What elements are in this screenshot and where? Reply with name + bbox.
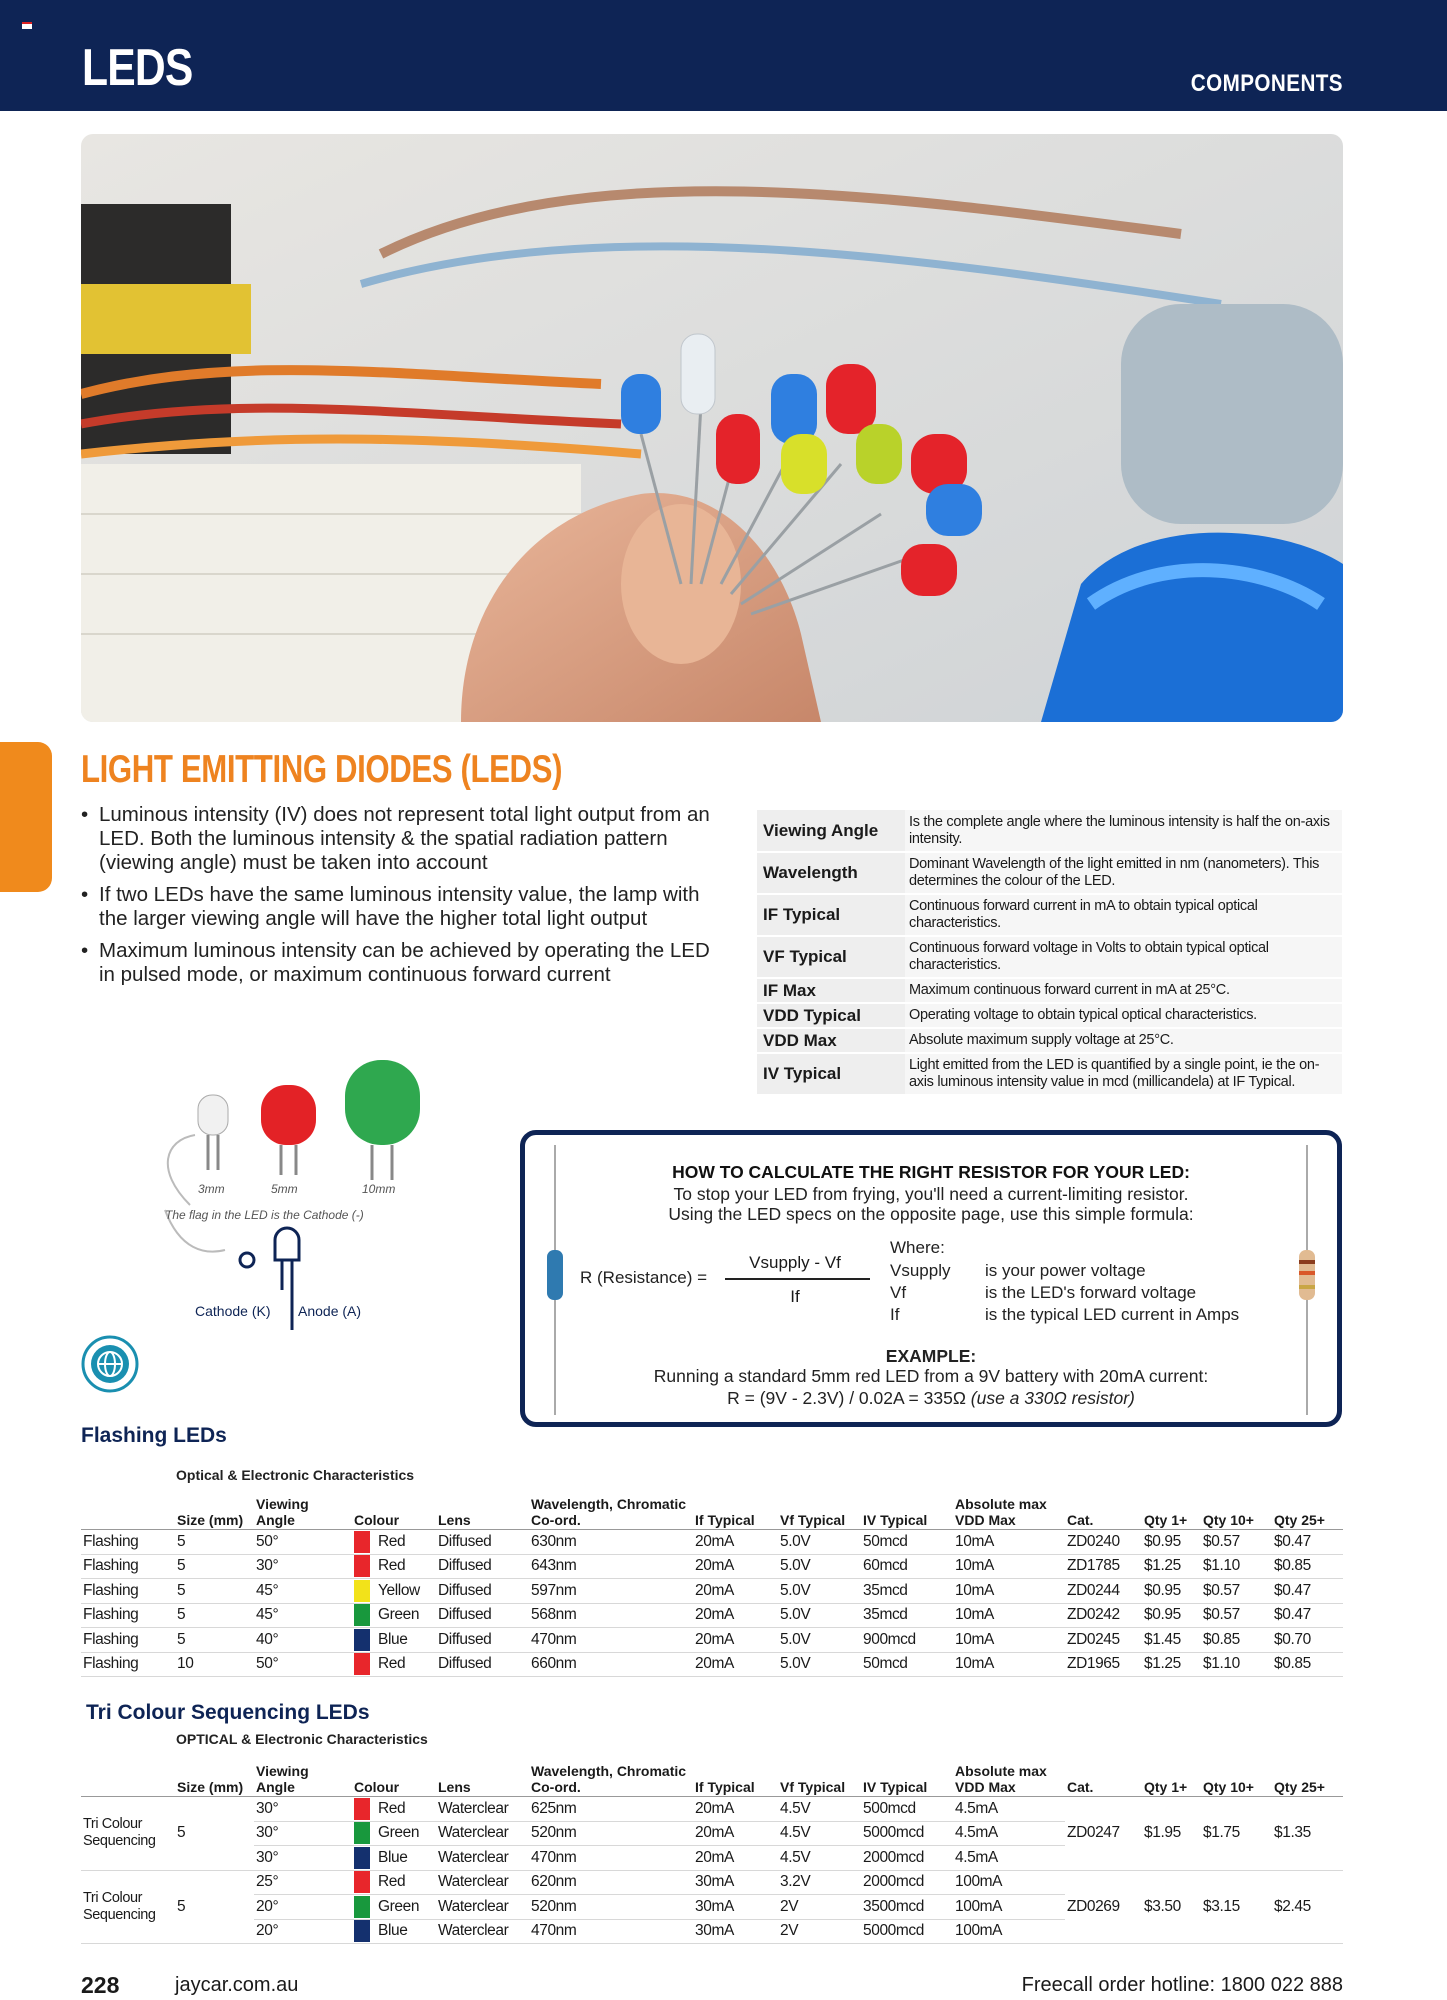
angle-cell: 50°	[254, 1652, 352, 1677]
cat-cell: ZD1965	[1065, 1652, 1142, 1677]
angle-cell: 30°	[254, 1821, 352, 1846]
cat-cell: ZD0240	[1065, 1530, 1142, 1555]
q25-cell: $1.35	[1272, 1797, 1343, 1871]
flashing-title: Flashing LEDs	[81, 1424, 227, 1447]
q25-cell: $0.85	[1272, 1554, 1343, 1579]
column-header: Lens	[436, 1763, 529, 1797]
vf-cell: 4.5V	[778, 1821, 861, 1846]
vf-cell: 5.0V	[778, 1628, 861, 1653]
column-header	[81, 1763, 175, 1797]
q25-cell: $0.47	[1272, 1579, 1343, 1604]
q10-cell: $1.75	[1201, 1797, 1272, 1871]
angle-cell: 25°	[254, 1870, 352, 1895]
wl-cell: 470nm	[529, 1919, 693, 1944]
var-desc: is the typical LED current in Amps	[985, 1305, 1240, 1324]
vdd-cell: 10mA	[953, 1530, 1065, 1555]
q1-cell: $1.25	[1142, 1554, 1201, 1579]
q1-cell: $0.95	[1142, 1579, 1201, 1604]
column-header: Vf Typical	[778, 1763, 861, 1797]
example-note: (use a 330Ω resistor)	[970, 1388, 1135, 1408]
table-row	[81, 1603, 1343, 1628]
colour-cell	[352, 1554, 436, 1579]
colour-swatch	[354, 1531, 370, 1553]
vf-cell: 5.0V	[778, 1530, 861, 1555]
if-cell: 20mA	[693, 1846, 778, 1871]
if-cell: 30mA	[693, 1895, 778, 1920]
if-cell: 20mA	[693, 1554, 778, 1579]
spec-row	[757, 978, 1342, 1003]
column-header	[81, 1496, 175, 1530]
wl-cell: 597nm	[529, 1579, 693, 1604]
column-header: Cat.	[1065, 1763, 1142, 1797]
spec-row	[757, 1003, 1342, 1028]
iv-cell: 3500mcd	[861, 1895, 953, 1920]
cat-cell: ZD1785	[1065, 1554, 1142, 1579]
colour-cell	[352, 1895, 436, 1920]
example-title: EXAMPLE:	[885, 1346, 977, 1366]
angle-cell: 45°	[254, 1579, 352, 1604]
colour-cell	[352, 1870, 436, 1895]
tricolour-leds-table	[81, 1763, 1343, 1944]
q10-cell: $1.10	[1201, 1554, 1272, 1579]
type-cell: Flashing	[81, 1652, 175, 1677]
iv-cell: 50mcd	[861, 1652, 953, 1677]
wl-cell: 625nm	[529, 1797, 693, 1822]
calc-intro-2: Using the LED specs on the opposite page, use this simple formula:	[668, 1204, 1194, 1224]
vdd-cell: 100mA	[953, 1870, 1065, 1895]
spec-term: VDD Max	[757, 1028, 905, 1053]
var-desc: is your power voltage	[985, 1261, 1146, 1280]
cathode-label: Cathode (K)	[195, 1303, 271, 1319]
colour-swatch	[354, 1629, 370, 1651]
tricolour-title: Tri Colour Sequencing LEDs	[86, 1701, 370, 1724]
wl-cell: 630nm	[529, 1530, 693, 1555]
iv-cell: 50mcd	[861, 1530, 953, 1555]
spec-desc: Absolute maximum supply voltage at 25°C.	[905, 1028, 1342, 1053]
size-cell: 5	[175, 1628, 254, 1653]
spec-desc: Is the complete angle where the luminous intensity is half the on-axis intensity.	[905, 810, 1342, 852]
column-header: Absolute max VDD Max	[953, 1763, 1065, 1797]
wl-cell: 568nm	[529, 1603, 693, 1628]
column-header: Wavelength, Chromatic Co-ord.	[529, 1496, 693, 1530]
column-header: Absolute max VDD Max	[953, 1496, 1065, 1530]
colour-swatch	[354, 1555, 370, 1577]
vf-cell: 5.0V	[778, 1603, 861, 1628]
if-cell: 20mA	[693, 1821, 778, 1846]
q1-cell: $0.95	[1142, 1530, 1201, 1555]
var-desc: is the LED's forward voltage	[985, 1283, 1197, 1302]
column-header: Qty 25+	[1272, 1496, 1343, 1530]
q1-cell: $1.45	[1142, 1628, 1201, 1653]
flashing-subtitle: Optical & Electronic Characteristics	[176, 1467, 415, 1483]
type-cell: Tri Colour Sequencing	[81, 1797, 175, 1871]
colour-name: Green	[378, 1897, 420, 1915]
led-sizes-illustration	[150, 1050, 450, 1340]
hotline-text: Freecall order hotline: 1800 022 888	[1021, 1974, 1343, 1996]
column-header: Size (mm)	[175, 1763, 254, 1797]
colour-swatch	[354, 1653, 370, 1675]
colour-name: Blue	[378, 1848, 408, 1866]
type-cell: Flashing	[81, 1530, 175, 1555]
type-cell: Flashing	[81, 1603, 175, 1628]
calc-title: HOW TO CALCULATE THE RIGHT RESISTOR FOR YOUR LED:	[672, 1162, 1190, 1182]
lens-cell: Waterclear	[436, 1821, 529, 1846]
colour-cell	[352, 1919, 436, 1944]
vf-cell: 5.0V	[778, 1652, 861, 1677]
q25-cell: $2.45	[1272, 1870, 1343, 1944]
colour-name: Red	[378, 1655, 406, 1673]
formula-denominator: If	[790, 1287, 800, 1306]
size-cell: 10	[175, 1652, 254, 1677]
page-title: LEDS	[82, 39, 193, 97]
vdd-cell: 10mA	[953, 1652, 1065, 1677]
section-label: COMPONENTS	[1190, 70, 1343, 97]
size-cell: 5	[175, 1579, 254, 1604]
lens-cell: Waterclear	[436, 1870, 529, 1895]
spec-row	[757, 1028, 1342, 1053]
vf-cell: 4.5V	[778, 1846, 861, 1871]
lens-cell: Diffused	[436, 1628, 529, 1653]
globe-icon[interactable]	[81, 1335, 139, 1393]
wl-cell: 660nm	[529, 1652, 693, 1677]
iv-cell: 5000mcd	[861, 1821, 953, 1846]
size-3mm-label: 3mm	[198, 1182, 225, 1196]
lens-cell: Diffused	[436, 1554, 529, 1579]
column-header: Colour	[352, 1496, 436, 1530]
column-header: IV Typical	[861, 1763, 953, 1797]
angle-cell: 45°	[254, 1603, 352, 1628]
iv-cell: 2000mcd	[861, 1870, 953, 1895]
table-header-row	[81, 1763, 1343, 1797]
vdd-cell: 10mA	[953, 1628, 1065, 1653]
column-header: Wavelength, Chromatic Co-ord.	[529, 1763, 693, 1797]
column-header: Viewing Angle	[254, 1763, 352, 1797]
example-formula: R = (9V - 2.3V) / 0.02A = 335Ω	[727, 1388, 971, 1408]
colour-name: Red	[378, 1873, 406, 1891]
led-polarity-diagram	[150, 1050, 450, 1340]
hero-led-image	[81, 134, 1343, 722]
cat-cell: ZD0245	[1065, 1628, 1142, 1653]
vdd-cell: 10mA	[953, 1603, 1065, 1628]
wl-cell: 470nm	[529, 1628, 693, 1653]
spec-term: VF Typical	[757, 936, 905, 978]
vf-cell: 4.5V	[778, 1797, 861, 1822]
q10-cell: $0.57	[1201, 1530, 1272, 1555]
q1-cell: $1.25	[1142, 1652, 1201, 1677]
colour-name: Green	[378, 1606, 420, 1624]
angle-cell: 20°	[254, 1895, 352, 1920]
cat-cell: ZD0247	[1065, 1797, 1142, 1871]
vdd-cell: 100mA	[953, 1919, 1065, 1944]
table-row	[81, 1652, 1343, 1677]
spec-desc: Operating voltage to obtain typical optical characteristics.	[905, 1003, 1342, 1028]
column-header: Qty 10+	[1201, 1763, 1272, 1797]
spec-term: IF Max	[757, 978, 905, 1003]
column-header: Lens	[436, 1496, 529, 1530]
anode-label: Anode (A)	[298, 1303, 362, 1319]
iv-cell: 35mcd	[861, 1603, 953, 1628]
q25-cell: $0.47	[1272, 1603, 1343, 1628]
if-cell: 20mA	[693, 1530, 778, 1555]
column-header: Colour	[352, 1763, 436, 1797]
vdd-cell: 10mA	[953, 1579, 1065, 1604]
intro-heading: LIGHT EMITTING DIODES (LEDS)	[81, 748, 563, 791]
lens-cell: Diffused	[436, 1579, 529, 1604]
example-line-2	[525, 1388, 1337, 1409]
size-cell: 5	[175, 1554, 254, 1579]
wl-cell: 470nm	[529, 1846, 693, 1871]
angle-cell: 20°	[254, 1919, 352, 1944]
table-row	[81, 1579, 1343, 1604]
column-header: Qty 1+	[1142, 1496, 1201, 1530]
colour-cell	[352, 1846, 436, 1871]
q10-cell: $1.10	[1201, 1652, 1272, 1677]
lens-cell: Waterclear	[436, 1797, 529, 1822]
column-header: IV Typical	[861, 1496, 953, 1530]
bullet-item: • If two LEDs have the same luminous intensity value, the lamp with the larger viewing angle will have the higher total light output	[81, 883, 731, 931]
column-header: Qty 25+	[1272, 1763, 1343, 1797]
if-cell: 20mA	[693, 1797, 778, 1822]
colour-name: Green	[378, 1824, 420, 1842]
colour-cell	[352, 1797, 436, 1822]
spec-desc: Continuous forward current in mA to obtain typical optical characteristics.	[905, 894, 1342, 936]
table-row	[81, 1797, 1343, 1822]
column-header: If Typical	[693, 1763, 778, 1797]
spec-definitions-table	[757, 810, 1342, 1096]
cat-cell: ZD0244	[1065, 1579, 1142, 1604]
tricolour-subtitle: OPTICAL & Electronic Characteristics	[176, 1731, 428, 1747]
colour-swatch	[354, 1580, 370, 1602]
spec-desc: Maximum continuous forward current in mA at 25°C.	[905, 978, 1342, 1003]
vf-cell: 5.0V	[778, 1579, 861, 1604]
vdd-cell: 4.5mA	[953, 1821, 1065, 1846]
colour-swatch	[354, 1847, 370, 1869]
table-header-row	[81, 1496, 1343, 1530]
vf-cell: 3.2V	[778, 1870, 861, 1895]
q1-cell: $1.95	[1142, 1797, 1201, 1871]
column-header: Vf Typical	[778, 1496, 861, 1530]
colour-cell	[352, 1821, 436, 1846]
spec-term: IF Typical	[757, 894, 905, 936]
if-cell: 20mA	[693, 1652, 778, 1677]
var-symbol: If	[890, 1305, 900, 1324]
type-cell: Flashing	[81, 1554, 175, 1579]
q25-cell: $0.85	[1272, 1652, 1343, 1677]
vf-cell: 2V	[778, 1895, 861, 1920]
resistor-calc-box	[520, 1130, 1342, 1427]
calc-intro-1: To stop your LED from frying, you'll need a current-limiting resistor.	[673, 1184, 1189, 1204]
flag-note: The flag in the LED is the Cathode (-)	[165, 1208, 364, 1222]
column-header: Viewing Angle	[254, 1496, 352, 1530]
wl-cell: 620nm	[529, 1870, 693, 1895]
hero-photo	[81, 134, 1343, 722]
colour-swatch	[354, 1871, 370, 1893]
lens-cell: Waterclear	[436, 1919, 529, 1944]
var-symbol: Vsupply	[890, 1261, 951, 1280]
iv-cell: 35mcd	[861, 1579, 953, 1604]
spec-row	[757, 936, 1342, 978]
size-cell: 5	[175, 1530, 254, 1555]
colour-cell	[352, 1530, 436, 1555]
vdd-cell: 4.5mA	[953, 1846, 1065, 1871]
angle-cell: 30°	[254, 1554, 352, 1579]
q10-cell: $0.57	[1201, 1579, 1272, 1604]
page-number: 228	[81, 1972, 120, 1998]
iv-cell: 60mcd	[861, 1554, 953, 1579]
if-cell: 20mA	[693, 1628, 778, 1653]
vf-cell: 2V	[778, 1919, 861, 1944]
page-footer	[81, 1972, 1343, 1998]
column-header: Cat.	[1065, 1496, 1142, 1530]
flashing-leds-table	[81, 1496, 1343, 1677]
size-cell: 5	[175, 1797, 254, 1871]
q10-cell: $0.57	[1201, 1603, 1272, 1628]
lens-cell: Diffused	[436, 1530, 529, 1555]
spec-term: VDD Typical	[757, 1003, 905, 1028]
colour-swatch	[354, 1920, 370, 1942]
intro-bullets	[81, 803, 731, 995]
iv-cell: 5000mcd	[861, 1919, 953, 1944]
spec-row	[757, 852, 1342, 894]
column-header: Qty 1+	[1142, 1763, 1201, 1797]
where-label: Where:	[890, 1238, 945, 1257]
colour-name: Red	[378, 1799, 406, 1817]
colour-cell	[352, 1603, 436, 1628]
size-5mm-label: 5mm	[271, 1182, 298, 1196]
spec-desc: Dominant Wavelength of the light emitted in nm (nanometers). This determines the colour of the LED.	[905, 852, 1342, 894]
spec-term: Wavelength	[757, 852, 905, 894]
type-cell: Flashing	[81, 1628, 175, 1653]
table-row	[81, 1554, 1343, 1579]
spec-desc: Continuous forward voltage in Volts to obtain typical optical characteristics.	[905, 936, 1342, 978]
table-row	[81, 1530, 1343, 1555]
spec-term: Viewing Angle	[757, 810, 905, 852]
size-cell: 5	[175, 1603, 254, 1628]
colour-cell	[352, 1579, 436, 1604]
flag-icon	[22, 22, 32, 29]
spec-term: IV Typical	[757, 1053, 905, 1095]
colour-name: Red	[378, 1557, 406, 1575]
iv-cell: 500mcd	[861, 1797, 953, 1822]
q1-cell: $0.95	[1142, 1603, 1201, 1628]
column-header: If Typical	[693, 1496, 778, 1530]
wl-cell: 520nm	[529, 1821, 693, 1846]
formula-label: R (Resistance) =	[580, 1268, 708, 1287]
lens-cell: Waterclear	[436, 1895, 529, 1920]
if-cell: 20mA	[693, 1579, 778, 1604]
colour-cell	[352, 1652, 436, 1677]
column-header: Qty 10+	[1201, 1496, 1272, 1530]
type-cell: Tri Colour Sequencing	[81, 1870, 175, 1944]
site-link[interactable]: jaycar.com.au	[175, 1974, 299, 1996]
angle-cell: 30°	[254, 1846, 352, 1871]
column-header: Size (mm)	[175, 1496, 254, 1530]
colour-name: Blue	[378, 1630, 408, 1648]
type-cell: Flashing	[81, 1579, 175, 1604]
colour-name: Yellow	[378, 1581, 420, 1599]
cat-cell: ZD0269	[1065, 1870, 1142, 1944]
spec-desc: Light emitted from the LED is quantified by a single point, ie the on-axis luminous intensity value in mcd (millicandela) at IF Typical.	[905, 1053, 1342, 1095]
q10-cell: $0.85	[1201, 1628, 1272, 1653]
colour-swatch	[354, 1798, 370, 1820]
page-header	[0, 0, 1447, 111]
colour-cell	[352, 1628, 436, 1653]
lens-cell: Waterclear	[436, 1846, 529, 1871]
colour-swatch	[354, 1896, 370, 1918]
wl-cell: 643nm	[529, 1554, 693, 1579]
vdd-cell: 4.5mA	[953, 1797, 1065, 1822]
q10-cell: $3.15	[1201, 1870, 1272, 1944]
vdd-cell: 100mA	[953, 1895, 1065, 1920]
angle-cell: 30°	[254, 1797, 352, 1822]
angle-cell: 50°	[254, 1530, 352, 1555]
cat-cell: ZD0242	[1065, 1603, 1142, 1628]
angle-cell: 40°	[254, 1628, 352, 1653]
if-cell: 20mA	[693, 1603, 778, 1628]
wl-cell: 520nm	[529, 1895, 693, 1920]
colour-name: Red	[378, 1532, 406, 1550]
lens-cell: Diffused	[436, 1603, 529, 1628]
q1-cell: $3.50	[1142, 1870, 1201, 1944]
spec-row	[757, 894, 1342, 936]
colour-name: Blue	[378, 1922, 408, 1940]
example-line-1: Running a standard 5mm red LED from a 9V battery with 20mA current:	[653, 1366, 1209, 1386]
orange-side-tab	[0, 742, 52, 892]
bullet-item: • Maximum luminous intensity can be achieved by operating the LED in pulsed mode, or maximum continuous forward current	[81, 939, 731, 987]
size-10mm-label: 10mm	[362, 1182, 396, 1196]
colour-swatch	[354, 1822, 370, 1844]
iv-cell: 900mcd	[861, 1628, 953, 1653]
q25-cell: $0.47	[1272, 1530, 1343, 1555]
formula-divider	[725, 1278, 870, 1280]
if-cell: 30mA	[693, 1919, 778, 1944]
if-cell: 30mA	[693, 1870, 778, 1895]
spec-row	[757, 810, 1342, 852]
vdd-cell: 10mA	[953, 1554, 1065, 1579]
table-row	[81, 1628, 1343, 1653]
formula-numerator: Vsupply - Vf	[749, 1253, 841, 1272]
iv-cell: 2000mcd	[861, 1846, 953, 1871]
q25-cell: $0.70	[1272, 1628, 1343, 1653]
lens-cell: Diffused	[436, 1652, 529, 1677]
spec-row	[757, 1053, 1342, 1095]
bullet-item: • Luminous intensity (IV) does not represent total light output from an LED. Both the luminous intensity & the spatial radiation pattern (viewing angle) must be taken into account	[81, 803, 731, 875]
size-cell: 5	[175, 1870, 254, 1944]
colour-swatch	[354, 1604, 370, 1626]
var-symbol: Vf	[890, 1283, 907, 1302]
vf-cell: 5.0V	[778, 1554, 861, 1579]
table-row	[81, 1870, 1343, 1895]
